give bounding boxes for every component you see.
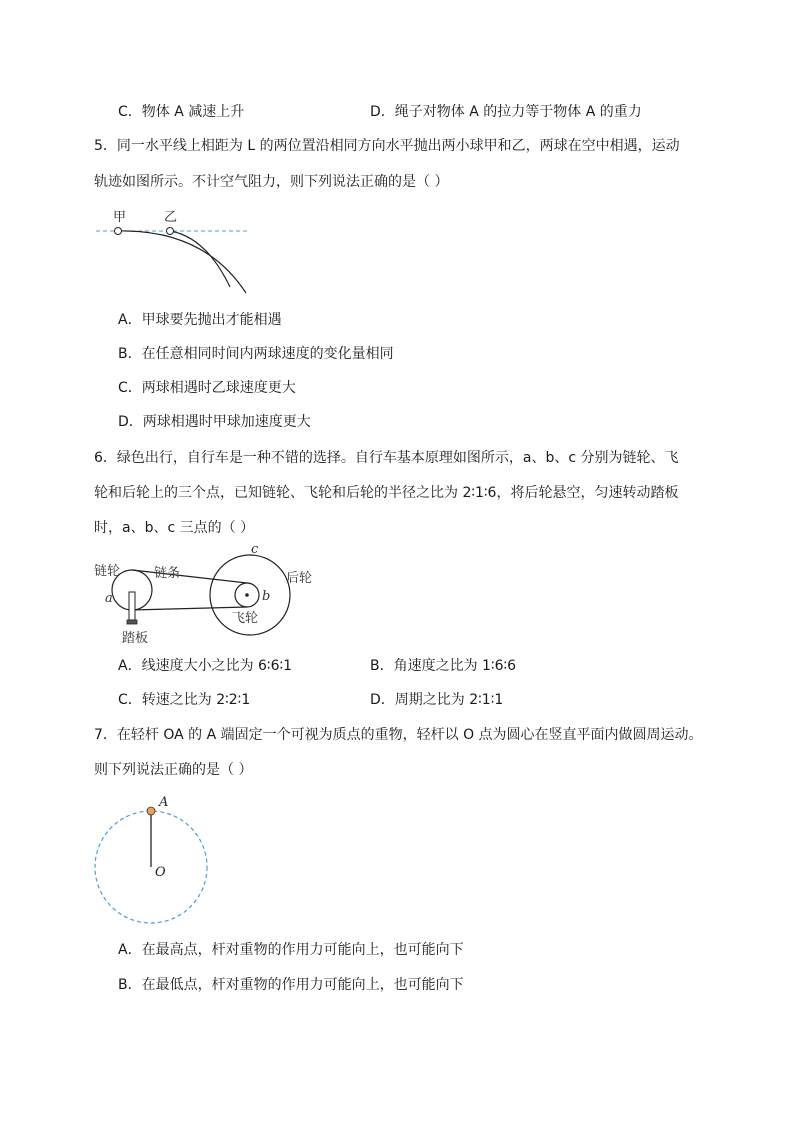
q6-option-d: D．周期之比为 2∶1∶1	[370, 692, 504, 708]
jia-trajectory	[118, 231, 246, 293]
ball-yi	[167, 228, 174, 235]
label-chainring: 链轮	[94, 564, 121, 579]
q7-circle-figure	[90, 790, 215, 930]
q6-option-c: C．转速之比为 2∶2∶1	[118, 692, 251, 708]
q6-bicycle-figure	[92, 540, 332, 652]
q4-option-c: C．物体 A 减速上升	[118, 104, 245, 120]
q5-option-a: A．甲球要先抛出才能相遇	[118, 312, 282, 328]
label-rear-wheel: 后轮	[286, 571, 313, 586]
label-chain: 链条	[154, 566, 181, 581]
q6-stem-line1: 6．绿色出行，自行车是一种不错的选择。自行车基本原理如图所示，a、b、c 分别为链轮、飞	[94, 450, 679, 466]
q7-option-a: A．在最高点，杆对重物的作用力可能向上，也可能向下	[118, 942, 464, 958]
pedal-block	[127, 620, 137, 624]
q7-option-b: B．在最低点，杆对重物的作用力可能向上，也可能向下	[118, 977, 464, 993]
label-a: a	[105, 591, 113, 606]
label-O: O	[155, 865, 166, 880]
q5-stem-line1: 5．同一水平线上相距为 L 的两位置沿相同方向水平抛出两小球甲和乙，两球在空中相遇，运动	[94, 138, 680, 154]
q5-option-d: D．两球相遇时甲球加速度更大	[118, 414, 311, 430]
weight-ball	[147, 807, 155, 815]
q5-option-c: C．两球相遇时乙球速度更大	[118, 380, 296, 396]
q6-option-a: A．线速度大小之比为 6∶6∶1	[118, 658, 293, 674]
chain-bottom	[132, 607, 247, 610]
q5-option-b: B．在任意相同时间内两球速度的变化量相同	[118, 346, 394, 362]
label-pedal: 踏板	[122, 631, 149, 646]
q4-option-d: D．绳子对物体 A 的拉力等于物体 A 的重力	[370, 104, 642, 120]
label-yi: 乙	[164, 210, 178, 225]
crank-arm	[129, 592, 135, 620]
label-jia: 甲	[113, 210, 127, 225]
label-b: b	[262, 589, 271, 604]
q6-stem-line3: 时，a、b、c 三点的（ ）	[94, 520, 255, 536]
q6-option-b: B．角速度之比为 1∶6∶6	[370, 658, 517, 674]
axle-dot	[245, 593, 249, 597]
label-c: c	[251, 542, 259, 557]
label-flywheel: 飞轮	[232, 611, 259, 626]
label-A: A	[159, 795, 169, 810]
q7-stem-line2: 则下列说法正确的是（ ）	[94, 762, 253, 778]
q7-stem-line1: 7．在轻杆 OA 的 A 端固定一个可视为质点的重物，轻杆以 O 点为圆心在竖直平面内做圆周运动。	[94, 727, 703, 743]
ball-jia	[115, 228, 122, 235]
q5-stem-line2: 轨迹如图所示。不计空气阻力，则下列说法正确的是（ ）	[94, 174, 449, 190]
q5-trajectory-figure	[94, 205, 264, 300]
q6-stem-line2: 轮和后轮上的三个点，已知链轮、飞轮和后轮的半径之比为 2∶1∶6，将后轮悬空，匀速转动踏板	[94, 485, 679, 501]
